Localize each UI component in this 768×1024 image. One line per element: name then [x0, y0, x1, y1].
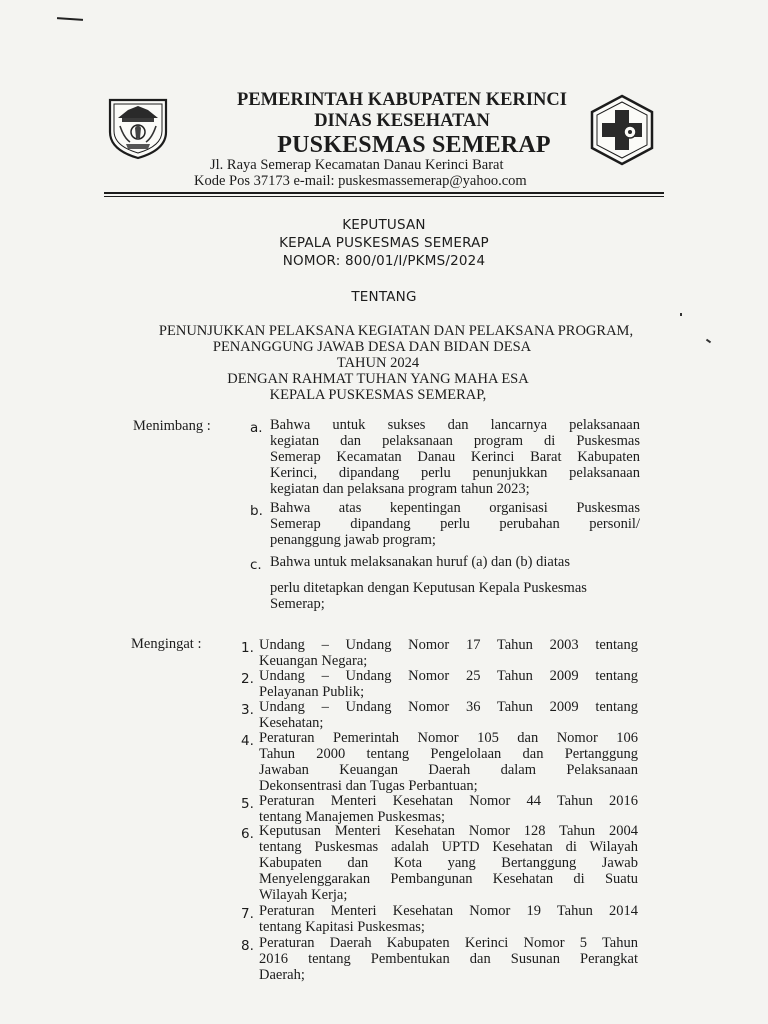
decree-subject-line: KEPALA PUSKESMAS SEMERAP, [269, 387, 487, 403]
item-line: tentang Kapitasi Puskesmas; [259, 918, 425, 935]
item-line: kegiatan dan pelaksana program tahun 2023; [270, 480, 530, 497]
item-line: Kesehatan; [259, 714, 324, 731]
menimbang-marker: a. [250, 420, 263, 436]
mengingat-item-8 [259, 936, 638, 984]
item-line: Kabupaten dan Kota yang Bertanggung Jawab [259, 854, 638, 871]
decree-subject-line: PENUNJUKKAN PELAKSANA KEGIATAN DAN PELAKSANA PROGRAM, [158, 323, 634, 339]
mengingat-label: Mengingat : [131, 636, 202, 652]
item-line: 2016 tentang Pembentukan dan Susunan Perangkat [259, 950, 638, 967]
item-line: Bahwa atas kepentingan organisasi Puskesmas [270, 500, 640, 516]
letterhead-address: Jl. Raya Semerap Kecamatan Danau Kerinci Barat [210, 157, 504, 173]
menimbang-marker: b. [250, 503, 263, 519]
item-line: Keputusan Menteri Kesehatan Nomor 128 Tahun 2004 [259, 823, 638, 839]
letterhead-contact: Kode Pos 37173 e-mail: puskesmassemerap@yahoo.com [194, 173, 527, 189]
item-line: Peraturan Pemerintah Nomor 105 dan Nomor 106 [259, 730, 638, 746]
item-line: Undang – Undang Nomor 36 Tahun 2009 tentang [259, 699, 638, 715]
item-line: Semerap dipandang perlu perubahan personil/ [270, 515, 640, 532]
decree-number: NOMOR: 800/01/I/PKMS/2024 [282, 253, 486, 269]
item-line: kegiatan dan pelaksanaan program di Puskesmas [270, 432, 640, 449]
decree-subject-line: DENGAN RAHMAT TUHAN YANG MAHA ESA [227, 371, 529, 387]
letterhead-institution: PUSKESMAS SEMERAP [277, 132, 551, 158]
letterhead-rule-thin [104, 196, 664, 197]
menimbang-label: Menimbang : [133, 418, 211, 434]
item-line: Peraturan Daerah Kabupaten Kerinci Nomor 5 Tahun [259, 935, 638, 951]
mengingat-marker: 4. [241, 733, 254, 749]
item-line: perlu ditetapkan dengan Keputusan Kepala Puskesmas [270, 579, 587, 596]
item-line: Menyelenggarakan Pembangunan Kesehatan di Suatu [259, 870, 638, 887]
mengingat-marker: 6. [241, 826, 254, 842]
item-line: Bahwa untuk sukses dan lancarnya pelaksanaan [270, 417, 640, 433]
mengingat-marker: 7. [241, 906, 254, 922]
mengingat-item-4 [259, 731, 638, 795]
item-line: Semerap; [270, 595, 325, 612]
item-line: Daerah; [259, 966, 305, 983]
menimbang-item-a [270, 418, 640, 498]
item-line: penanggung jawab program; [270, 531, 436, 548]
menimbang-item-c [270, 555, 650, 613]
menimbang-item-b [270, 501, 640, 549]
scan-speck [680, 313, 682, 316]
decree-subject-line: PENANGGUNG JAWAB DESA DAN BIDAN DESA [212, 339, 532, 355]
decree-subject-line: TAHUN 2024 [336, 355, 420, 371]
item-line: Bahwa untuk melaksanakan huruf (a) dan (b) diatas [270, 554, 570, 570]
item-line: Pelayanan Publik; [259, 683, 365, 700]
decree-issuer: KEPALA PUSKESMAS SEMERAP [279, 235, 489, 251]
scan-mark [57, 17, 83, 21]
mengingat-item-6 [259, 824, 638, 904]
letterhead-rule-thick [104, 192, 664, 194]
item-line: tentang Manajemen Puskesmas; [259, 808, 446, 825]
mengingat-item-5 [259, 794, 638, 826]
item-line: Undang – Undang Nomor 17 Tahun 2003 tentang [259, 637, 638, 653]
mengingat-marker: 8. [241, 938, 254, 954]
item-line: Kerinci, dipandang perlu penunjukkan pelaksanaan [270, 464, 640, 481]
mengingat-marker: 5. [241, 796, 254, 812]
decree-title: KEPUTUSAN [342, 217, 426, 233]
item-line: Jawaban Keuangan Daerah dalam Pelaksanaan [259, 761, 638, 778]
item-line: Undang – Undang Nomor 25 Tahun 2009 tentang [259, 668, 638, 684]
decree-about: TENTANG [351, 289, 417, 305]
item-line: Wilayah Kerja; [259, 886, 348, 903]
item-line: Peraturan Menteri Kesehatan Nomor 44 Tahun 2016 [259, 793, 638, 809]
mengingat-marker: 2. [241, 671, 254, 687]
mengingat-item-2 [259, 669, 638, 701]
mengingat-item-3 [259, 700, 638, 732]
item-line: Semerap Kecamatan Danau Kerinci Barat Kabupaten [270, 448, 640, 465]
mengingat-marker: 3. [241, 702, 254, 718]
item-line: Tahun 2000 tentang Pengelolaan dan Pertanggung [259, 745, 638, 762]
mengingat-item-1 [259, 638, 638, 670]
mengingat-marker: 1. [241, 640, 254, 656]
menimbang-marker: c. [250, 557, 262, 573]
item-line: Keuangan Negara; [259, 652, 368, 669]
letterhead-department: DINAS KESEHATAN [314, 111, 490, 131]
item-line: tentang Puskesmas adalah UPTD Kesehatan di Wilayah [259, 838, 638, 855]
mengingat-item-7 [259, 904, 638, 936]
letterhead-government: PEMERINTAH KABUPATEN KERINCI [237, 90, 567, 110]
item-line: Dekonsentrasi dan Tugas Perbantuan; [259, 777, 478, 794]
item-line: Peraturan Menteri Kesehatan Nomor 19 Tahun 2014 [259, 903, 638, 919]
